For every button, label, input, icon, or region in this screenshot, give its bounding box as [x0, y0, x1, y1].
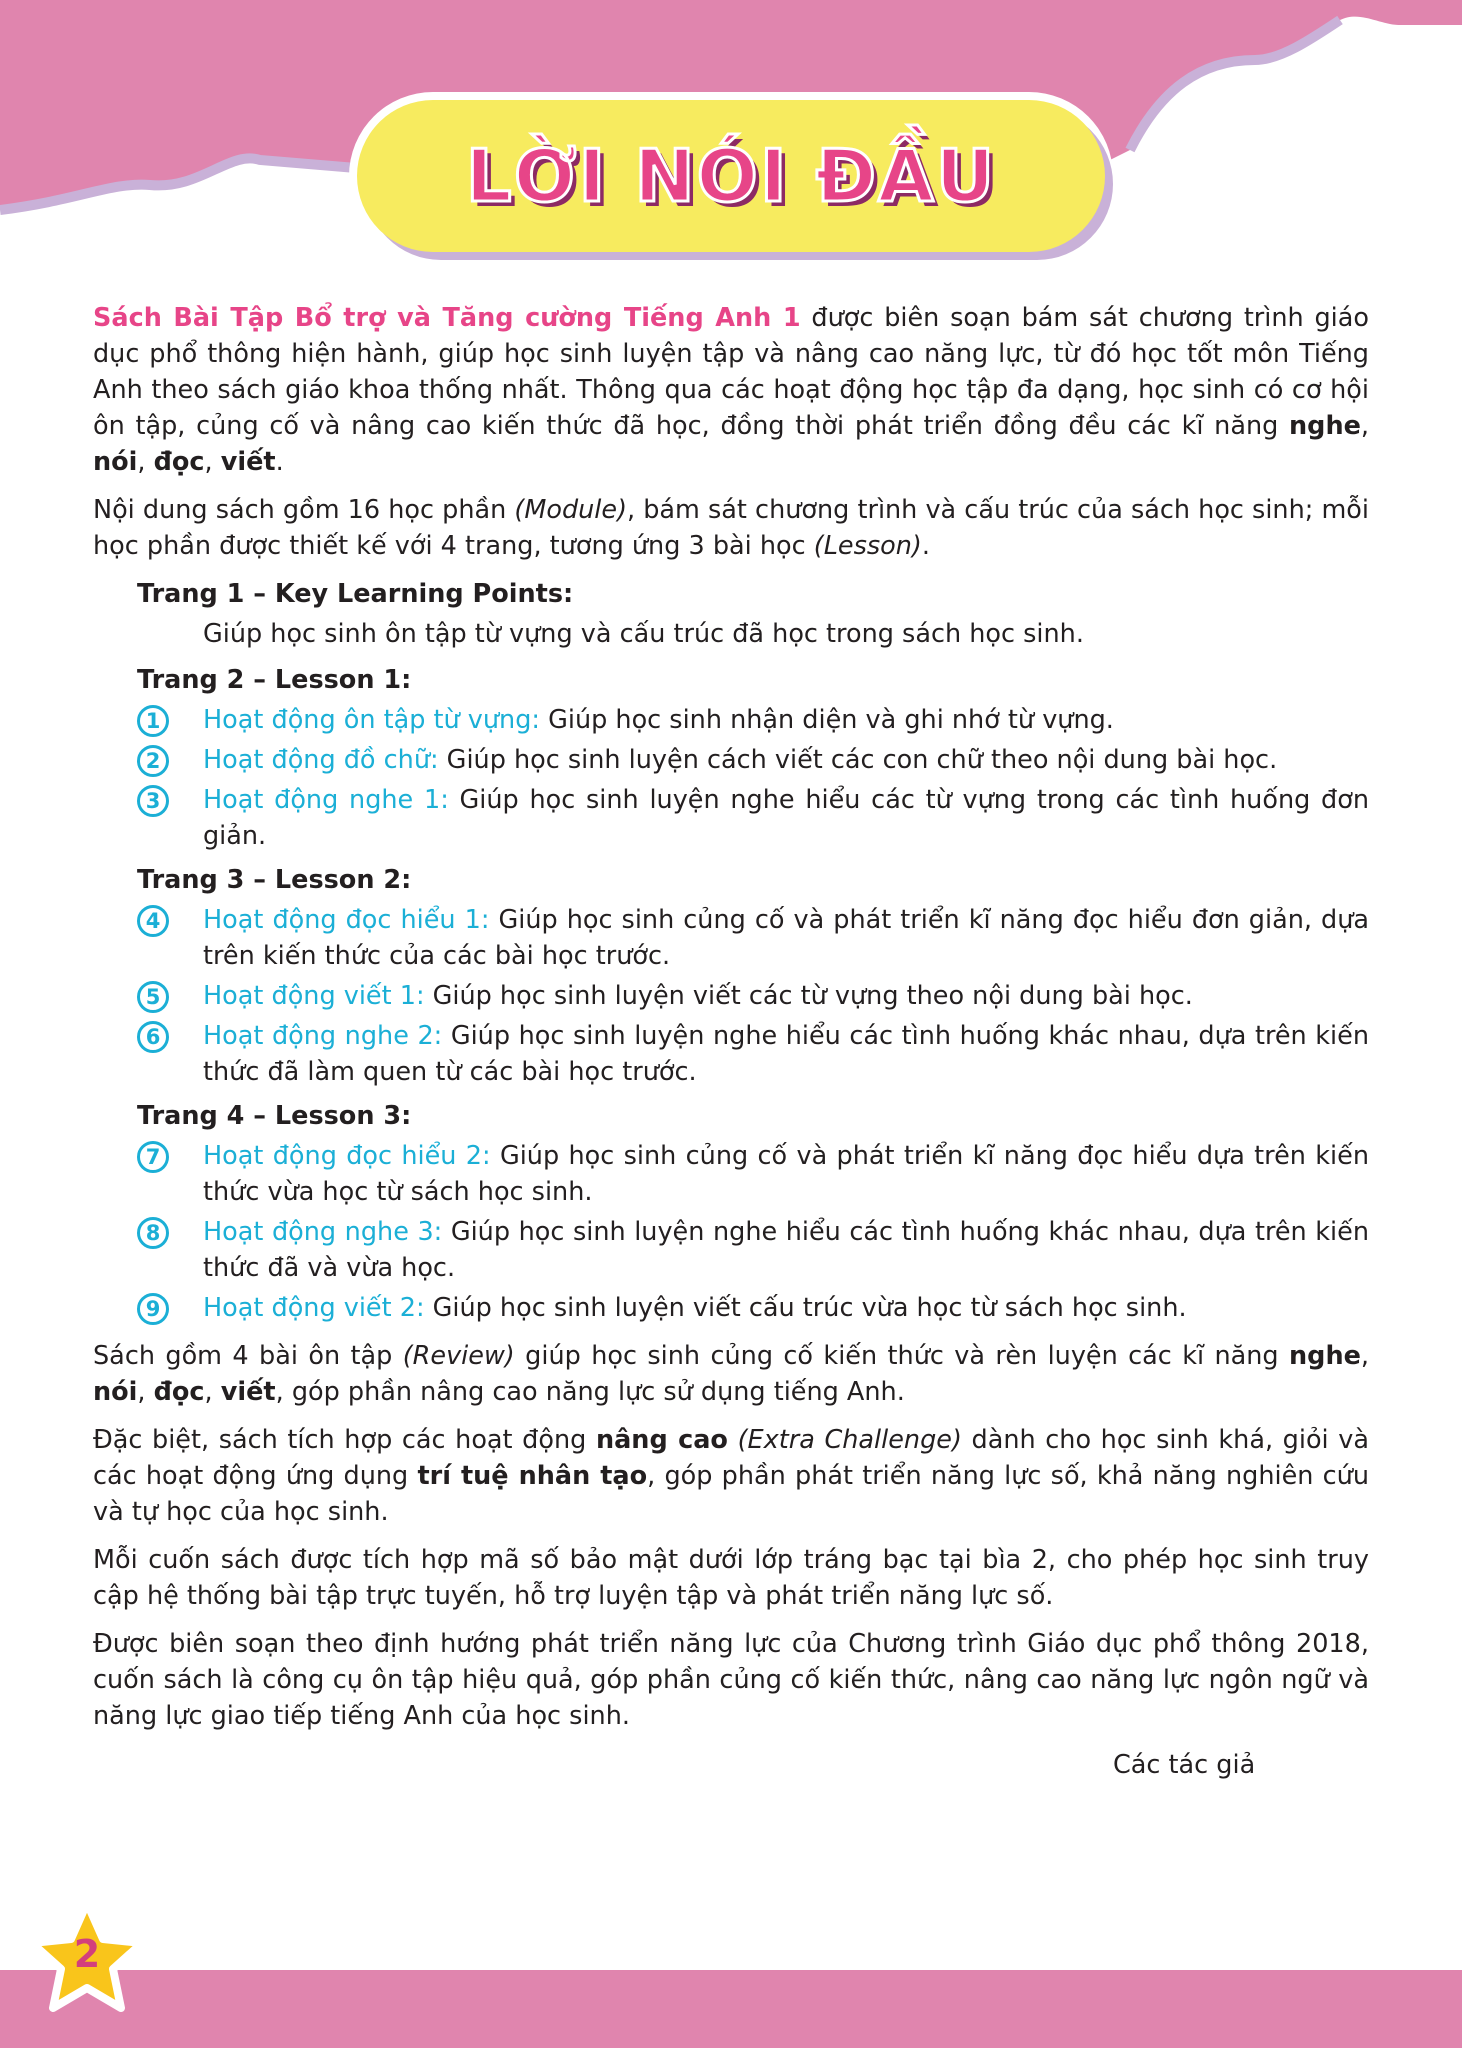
number-circle-icon: 9 [137, 1293, 169, 1325]
activity-item: 3 Hoạt động nghe 1: Giúp học sinh luyện nghe hiểu các từ vựng trong các tình huống đơn giản. [93, 782, 1369, 854]
review-paragraph: Sách gồm 4 bài ôn tập (Review) giúp học sinh củng cố kiến thức và rèn luyện các kĩ năng nghe, nói, đọc, viết, góp phần nâng cao năng lực sử dụng tiếng Anh. [93, 1341, 1369, 1407]
activity-item: 7 Hoạt động đọc hiểu 2: Giúp học sinh củng cố và phát triển kĩ năng đọc hiểu dựa trên kiến thức vừa học từ sách học sinh. [93, 1138, 1369, 1210]
section-description: Giúp học sinh ôn tập từ vựng và cấu trúc đã học trong sách học sinh. [203, 619, 1084, 649]
section-title: Trang 3 – Lesson 2: [137, 865, 412, 895]
activity-name: Hoạt động nghe 1: [203, 785, 449, 815]
number-circle-icon: 3 [137, 785, 169, 817]
code-paragraph: Mỗi cuốn sách được tích hợp mã số bảo mật dưới lớp tráng bạc tại bìa 2, cho phép học sinh truy cập hệ thống bài tập trực tuyến, hỗ trợ luyện tập và phát triển năng lực số. [93, 1545, 1369, 1611]
activity-item: 6 Hoạt động nghe 2: Giúp học sinh luyện nghe hiểu các tình huống khác nhau, dựa trên kiến thức đã làm quen từ các bài học trước. [93, 1018, 1369, 1090]
number-circle-icon: 2 [137, 745, 169, 777]
number-circle-icon: 1 [137, 705, 169, 737]
activity-item: 4 Hoạt động đọc hiểu 1: Giúp học sinh củng cố và phát triển kĩ năng đọc hiểu đơn giản, dựa trên kiến thức của các bài học trước. [93, 902, 1369, 974]
page-title: LỜI NÓI ĐẦU [465, 134, 997, 218]
number-circle-icon: 5 [137, 981, 169, 1013]
section-title: Trang 2 – Lesson 1: [137, 665, 412, 695]
section-title: Trang 4 – Lesson 3: [137, 1101, 412, 1131]
special-paragraph: Đặc biệt, sách tích hợp các hoạt động nâng cao (Extra Challenge) dành cho học sinh khá, giỏi và các hoạt động ứng dụng trí tuệ nhân tạo, góp phần phát triển năng lực số, khả năng nghiên cứu và tự học của học sinh. [93, 1425, 1369, 1527]
intro-paragraph: Sách Bài Tập Bổ trợ và Tăng cường Tiếng Anh 1 được biên soạn bám sát chương trình giáo dục phổ thông hiện hành, giúp học sinh luyện tập và nâng cao năng lực, từ đó học tốt môn Tiếng Anh theo sách giáo khoa thống nhất. Thông qua các hoạt động học tập đa dạng, học sinh có cơ hội ôn tập, củng cố và nâng cao kiến thức đã học, đồng thời phát triển đồng đều các kĩ năng nghe, nói, đọc, viết. [93, 303, 1369, 477]
activity-name: Hoạt động nghe 2: [203, 1021, 443, 1051]
activity-name: Hoạt động ôn tập từ vựng: [203, 705, 540, 735]
activity-name: Hoạt động đọc hiểu 1: [203, 905, 490, 935]
page-number: 2 [73, 1932, 101, 1976]
book-title: Sách Bài Tập Bổ trợ và Tăng cường Tiếng Anh 1 [93, 303, 801, 333]
signature: Các tác giả [1113, 1750, 1256, 1780]
activity-name: Hoạt động đồ chữ: [203, 745, 439, 775]
content-paragraph: Nội dung sách gồm 16 học phần (Module), bám sát chương trình và cấu trúc của sách học sinh; mỗi học phần được thiết kế với 4 trang, tương ứng 3 bài học (Lesson). [93, 495, 1369, 561]
activity-item: 2 Hoạt động đồ chữ: Giúp học sinh luyện cách viết các con chữ theo nội dung bài học. [93, 742, 1369, 778]
activity-item: 9 Hoạt động viết 2: Giúp học sinh luyện viết cấu trúc vừa học từ sách học sinh. [93, 1290, 1369, 1326]
final-paragraph: Được biên soạn theo định hướng phát triển năng lực của Chương trình Giáo dục phổ thông 2018, cuốn sách là công cụ ôn tập hiệu quả, góp phần củng cố kiến thức, nâng cao năng lực ngôn ngữ và năng lực giao tiếp tiếng Anh của học sinh. [93, 1629, 1369, 1731]
activity-name: Hoạt động đọc hiểu 2: [203, 1141, 491, 1171]
activity-name: Hoạt động nghe 3: [203, 1217, 443, 1247]
main-content [93, 300, 1369, 1746]
number-circle-icon: 7 [137, 1141, 169, 1173]
activity-item: 8 Hoạt động nghe 3: Giúp học sinh luyện nghe hiểu các tình huống khác nhau, dựa trên kiến thức đã và vừa học. [93, 1214, 1369, 1286]
number-circle-icon: 6 [137, 1021, 169, 1053]
footer-bar [0, 1970, 1462, 2048]
number-circle-icon: 4 [137, 905, 169, 937]
title-banner [357, 100, 1105, 252]
activity-item: 1 Hoạt động ôn tập từ vựng: Giúp học sinh nhận diện và ghi nhớ từ vựng. [93, 702, 1369, 738]
activity-name: Hoạt động viết 1: [203, 981, 425, 1011]
activity-item: 5 Hoạt động viết 1: Giúp học sinh luyện viết các từ vựng theo nội dung bài học. [93, 978, 1369, 1014]
number-circle-icon: 8 [137, 1217, 169, 1249]
activity-name: Hoạt động viết 2: [203, 1293, 425, 1323]
section-title: Trang 1 – Key Learning Points: [137, 579, 574, 609]
